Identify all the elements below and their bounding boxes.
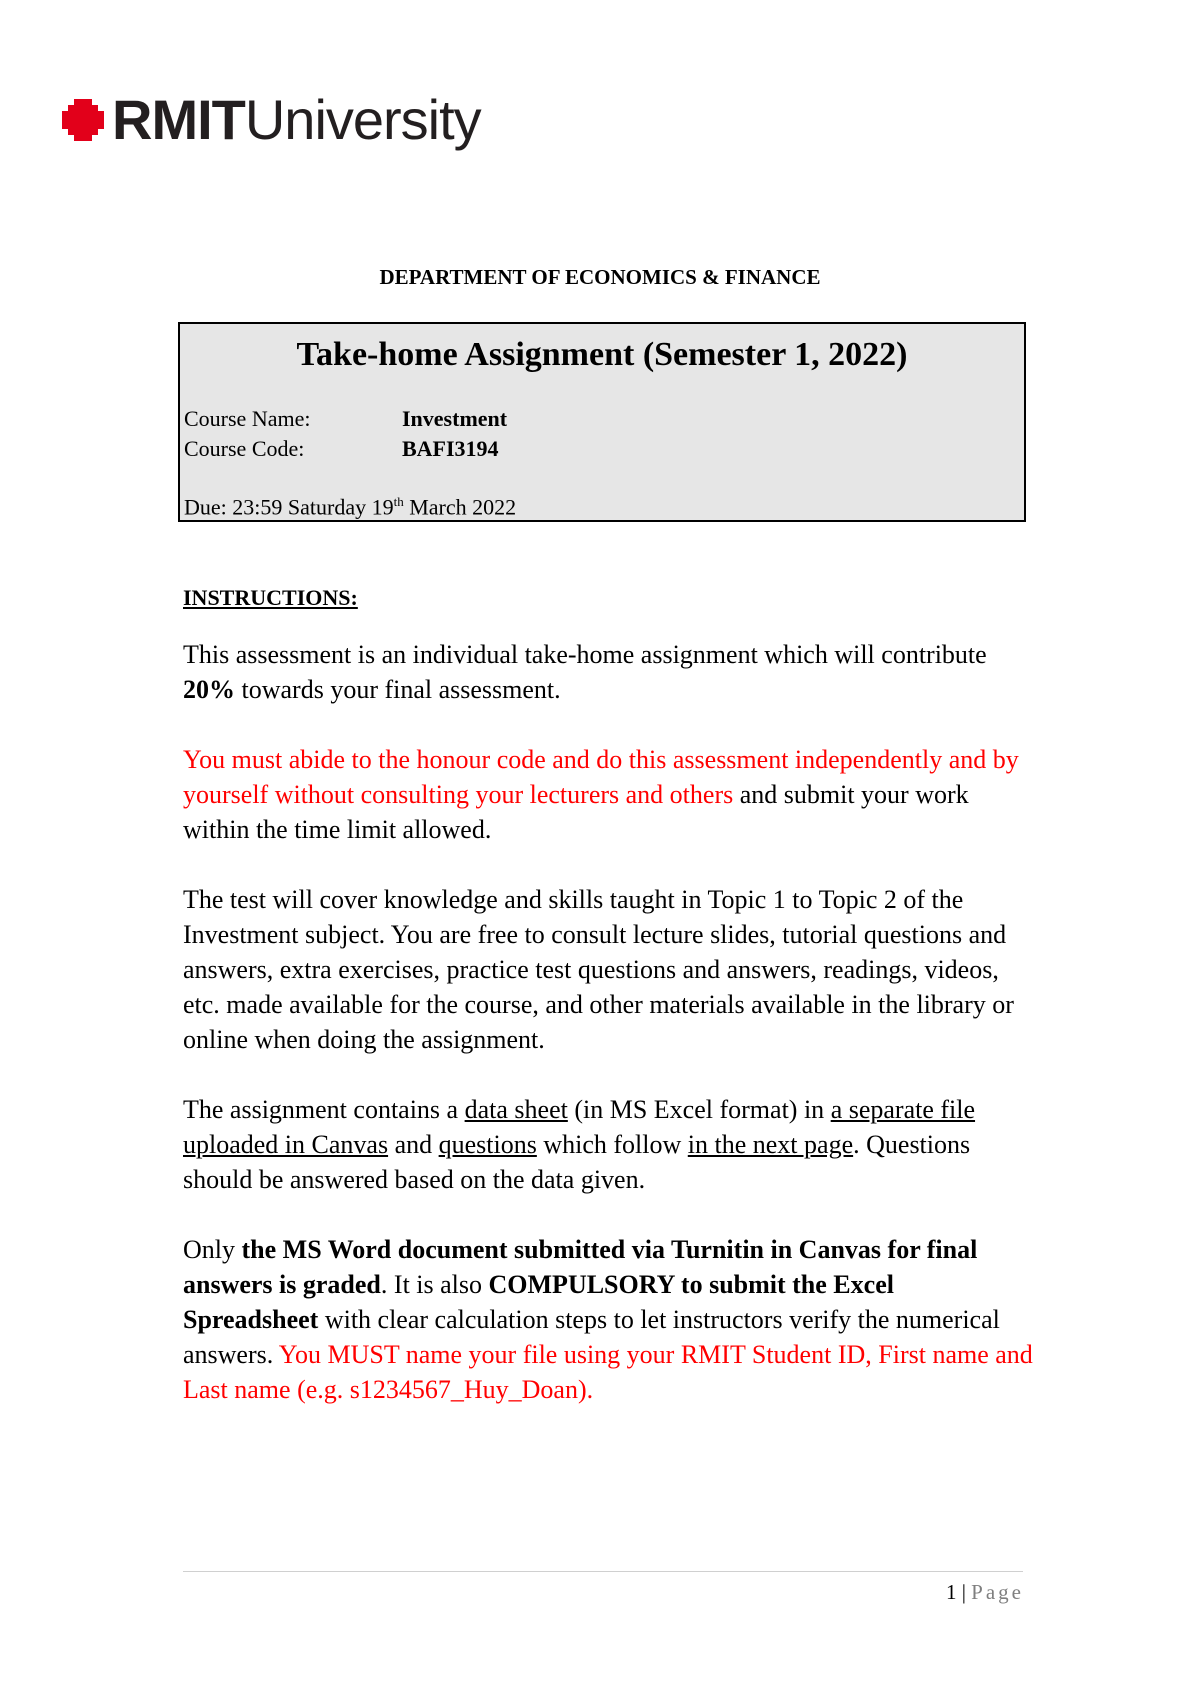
- rmit-pixel-mark-icon: [60, 97, 106, 143]
- course-code-row: [184, 436, 499, 462]
- paragraph-weighting: This assessment is an individual take-home assignment which will contribute 20% towards your final assessment.: [183, 640, 987, 704]
- course-code-value: BAFI3194: [402, 436, 499, 461]
- page-footer: 1 | Page: [945, 1580, 1024, 1604]
- footer-divider: [183, 1571, 1023, 1572]
- paragraph-coverage: The test will cover knowledge and skills taught in Topic 1 to Topic 2 of the Investment subject. You are free to consult lecture slides, tutorial questions and answers, extra exercises, practice test questions and answers, readings, videos, etc. made available for the course, and other materials available in the library or online when doing the assignment.: [183, 885, 1014, 1054]
- department-heading: DEPARTMENT OF ECONOMICS & FINANCE: [379, 265, 821, 289]
- rmit-logo: [60, 90, 481, 150]
- course-name-label: Course Name:: [184, 406, 311, 431]
- assignment-info-box: [178, 322, 1026, 522]
- course-name-value: Investment: [402, 406, 508, 431]
- assignment-title: Take-home Assignment (Semester 1, 2022): [296, 336, 908, 373]
- course-code-label: Course Code:: [184, 436, 305, 461]
- page-number: 1: [945, 1580, 957, 1604]
- paragraph-submission: Only the MS Word document submitted via Turnitin in Canvas for final answers is graded. It is also COMPULSORY to submit the Excel Spreadsheet with clear calculation steps to let instructors verify the numerical answers. You MUST name your file using your RMIT Student ID, First name and Last name (e.g. s1234567_Huy_Doan).: [183, 1235, 1033, 1404]
- page-label: Page: [971, 1580, 1024, 1604]
- instructions-section: [183, 584, 1033, 1442]
- logo-wordmark: RMITUniversity: [112, 88, 481, 151]
- paragraph-honour-code: You must abide to the honour code and do this assessment independently and by yourself without consulting your lecturers and others and submit your work within the time limit allowed.: [183, 745, 1019, 844]
- course-name-row: [184, 406, 507, 432]
- due-date: Due: 23:59 Saturday 19th March 2022: [184, 494, 517, 520]
- instructions-heading: INSTRUCTIONS:: [183, 585, 358, 610]
- paragraph-data-sheet: The assignment contains a data sheet (in MS Excel format) in a separate file uploaded in Canvas and questions which follow in the next page. Questions should be answered based on the data given.: [183, 1095, 976, 1194]
